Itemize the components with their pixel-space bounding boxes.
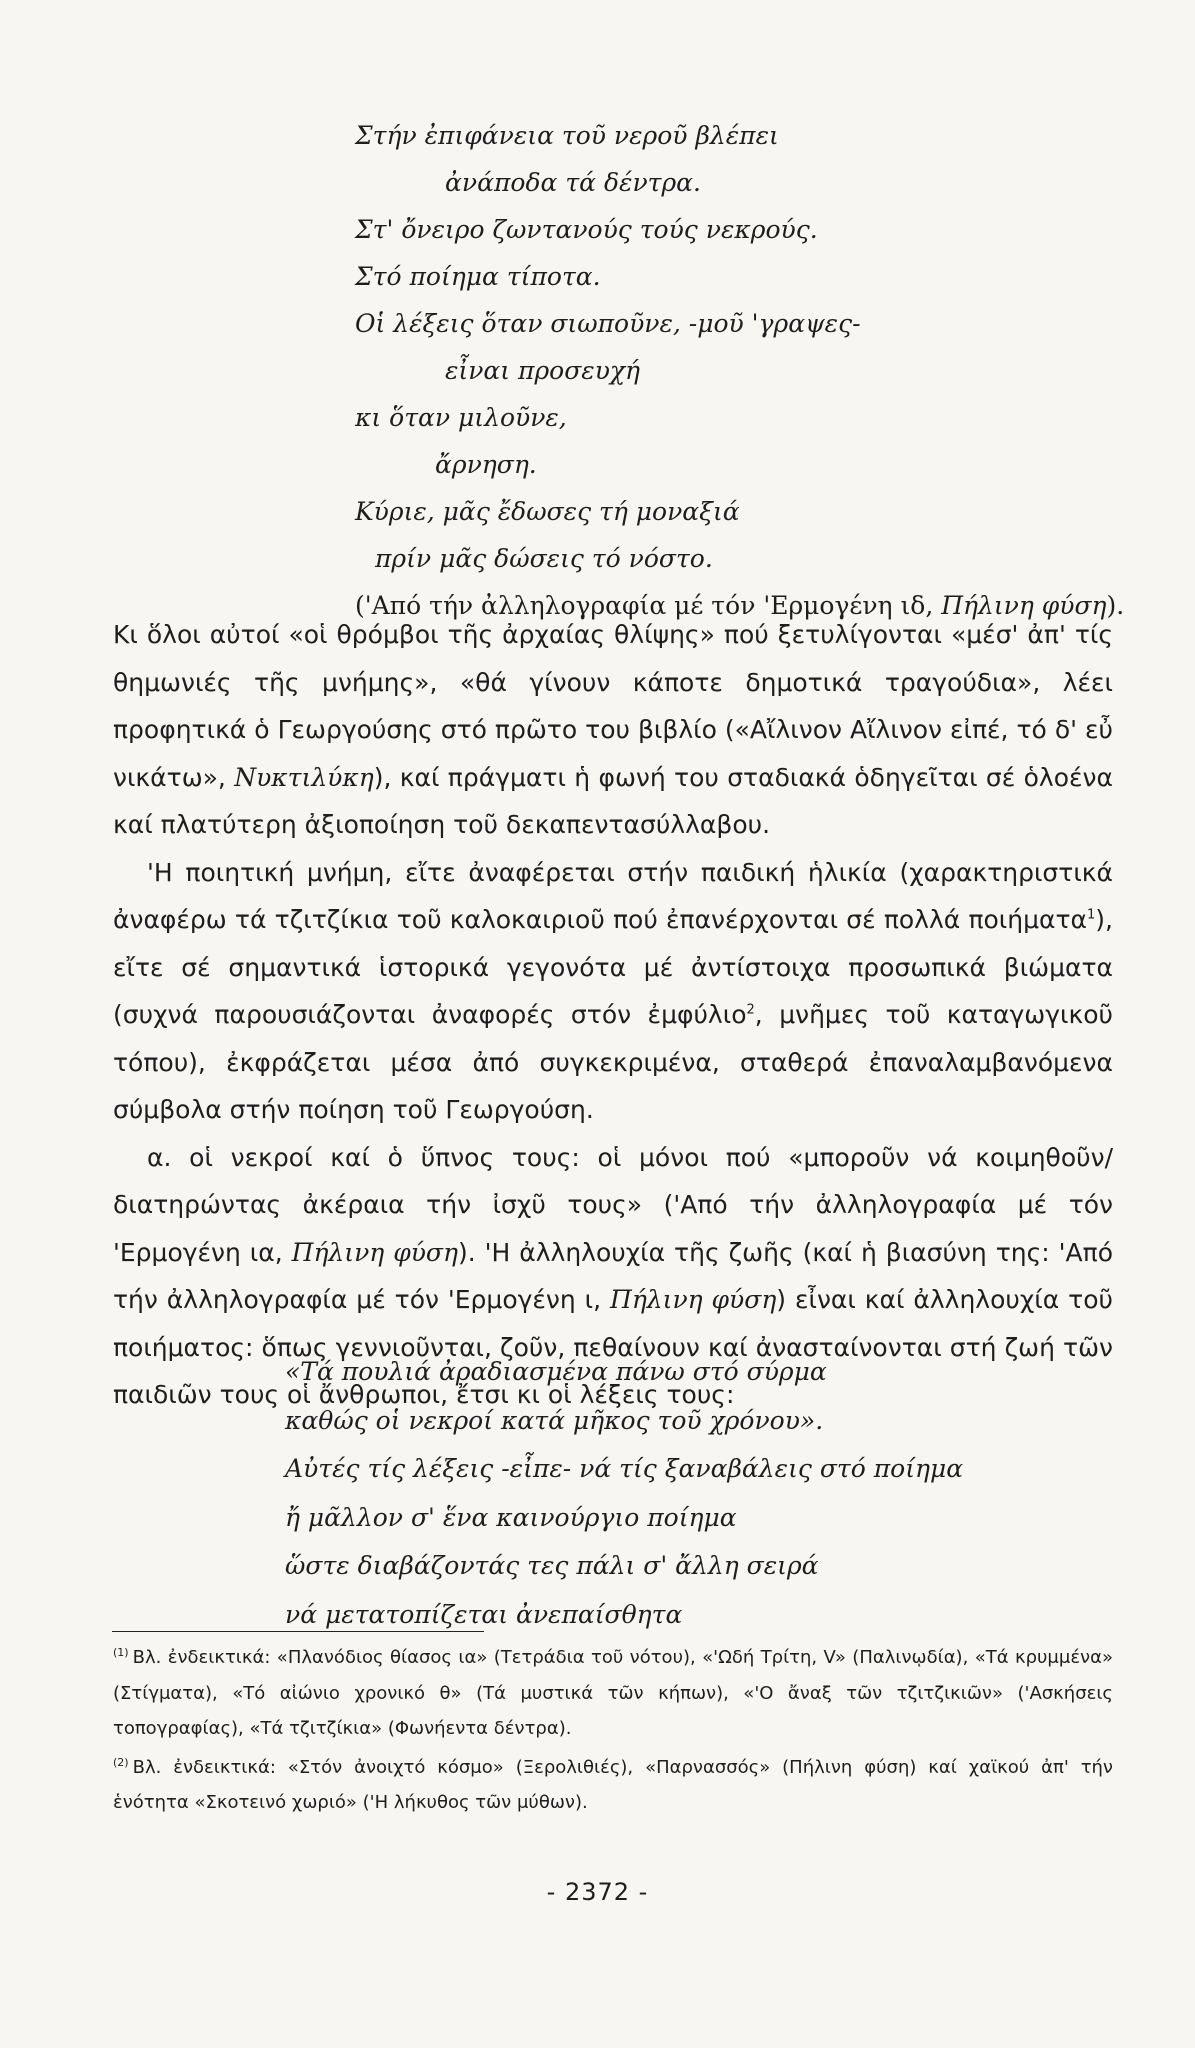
opening-poem bbox=[355, 112, 1155, 629]
poem-line: Οἱ λέξεις ὅταν σιωποῦνε, -μοῦ 'γραψες- bbox=[355, 309, 861, 338]
poem-line: ἤ μᾶλλον σ' ἕνα καινούργιο ποίημα bbox=[285, 1502, 737, 1532]
poem-line: «Τά πουλιά ἀραδιασμένα πάνω στό σύρμα bbox=[285, 1357, 827, 1386]
text-run: ), εἴτε σέ σημαντικά ἱστορικά γεγονότα μέ ἀντίστοιχα προσωπικά βιώματα (συχνά παρουσιάζονται ἀναφορές στόν ἐμφύλιο bbox=[113, 905, 1113, 1029]
poem-line: Στ' ὄνειρο ζωντανούς τούς νεκρούς. bbox=[355, 215, 818, 244]
poem-line: Στήν ἐπιφάνεια τοῦ νεροῦ βλέπει bbox=[355, 121, 779, 150]
poem-line: ὥστε διαβάζοντάς τες πάλι σ' ἄλλη σειρά bbox=[285, 1551, 819, 1580]
text-run: ). 'Η ἀλληλουχία τῆς ζωῆς (καί ἡ βιασύνη της: 'Από τήν ἀλληλογραφία μέ τόν 'Ερμογένη ι, bbox=[113, 1237, 1113, 1314]
footnote-text: Βλ. ἐνδεικτικά: «Στόν ἀνοιχτό κόσμο» (Ξερολιθιές), «Παρνασσός» (Πήλινη φύση) καί χαϊκού ἀπ' τήν ἑνότητα «Σκοτεινό χωριό» ('Η λήκυθος τῶν μύθων). bbox=[113, 1756, 1113, 1813]
footnotes bbox=[113, 1640, 1113, 1824]
text-run: 'Η ποιητική μνήμη, εἴτε ἀναφέρεται στήν παιδική ἡλικία (χαρακτηριστικά ἀναφέρω τά τζιτζίκια τοῦ καλοκαιριοῦ πού ἐπανέρχονται σέ πολλά ποιήματα bbox=[113, 857, 1113, 934]
footnote-text: Βλ. ἐνδεικτικά: «Πλανόδιος θίασος ια» (Τετράδια τοῦ νότου), «'Ωδή Τρίτη, V» (Παλινῳδία), «Τά κρυμμένα» (Στίγματα), «Τό αἰώνιο χρονικό θ» (Τά μυστικά τῶν κήπων), «'Ο ἄναξ τῶν τζιτζικιῶν» ('Ασκήσεις τοπογραφίας), «Τά τζιτζίκια» (Φωνήεντα δέντρα). bbox=[113, 1647, 1113, 1739]
paragraph-1 bbox=[113, 611, 1113, 849]
poem-line: νά μετατοπίζεται ἀνεπαίσθητα bbox=[285, 1599, 683, 1629]
book-title: Πήλινη φύση bbox=[610, 1285, 777, 1314]
poem-line: πρίν μᾶς δώσεις τό νόστο. bbox=[375, 544, 713, 573]
paragraph-2 bbox=[113, 849, 1113, 1134]
footnote-marker: 2 bbox=[746, 1002, 755, 1018]
book-title: Νυκτιλύκη bbox=[234, 762, 374, 792]
source-prefix: ('Από τήν ἀλληλογραφία μέ τόν 'Ερμογένη ιδ, bbox=[355, 591, 942, 620]
book-title: Πήλινη φύση bbox=[291, 1237, 458, 1267]
source-suffix: ). bbox=[1106, 591, 1125, 620]
footnote-ref: (2) bbox=[113, 1755, 129, 1769]
footnote-divider bbox=[112, 1631, 484, 1632]
text-run: Κι ὅλοι αὐτοί «οἱ θρόμβοι τῆς ἀρχαίας θλίψης» πού ξετυλίγονται «μέσ' ἀπ' τίς θημωνιές τῆς μνήμης», «θά γίνουν κάποτε δημοτικά τραγούδια», λέει προφητικά ὁ Γεωργούσης στό πρῶτο του βιβλίο («Αἴλινον Αἴλινον εἰπέ, τό δ' εὖ νικάτω», bbox=[113, 620, 1113, 792]
poem-line: καθώς οἱ νεκροί κατά μῆκος τοῦ χρόνου». bbox=[285, 1405, 824, 1435]
text-run: ), καί πράγματι ἡ φωνή του σταδιακά ὁδηγεῖται σέ ὁλοένα καί πλατύτερη ἀξιοποίηση τοῦ δεκαπεντασύλλαβου. bbox=[113, 762, 1113, 839]
poem-line: Αὐτές τίς λέξεις -εἶπε- νά τίς ξαναβάλεις στό ποίημα bbox=[285, 1454, 964, 1483]
footnote-ref: (1) bbox=[113, 1646, 129, 1659]
footnote-1 bbox=[113, 1640, 1113, 1747]
poem-line: κι ὅταν μιλοῦνε, bbox=[355, 403, 567, 432]
footnote-marker: 1 bbox=[1087, 907, 1096, 923]
body-text bbox=[113, 611, 1113, 1419]
poem-line: ἀνάποδα τά δέντρα. bbox=[445, 168, 702, 197]
poem-line: ἄρνηση. bbox=[435, 450, 537, 479]
poem-line: εἶναι προσευχή bbox=[445, 356, 641, 385]
page-number: - 2372 - bbox=[546, 1878, 649, 1906]
text-run: ) εἶναι καί ἀλληλουχία τοῦ ποιήματος: ὅπως γεννιοῦνται, ζοῦν, πεθαίνουν καί ἀνασταίνονται στή ζωή τῶν παιδιῶν τους οἱ ἄνθρωποι, ἔτσι κι οἱ λέξεις τους: bbox=[113, 1285, 1113, 1409]
poem-line: Στό ποίημα τίποτα. bbox=[355, 262, 601, 291]
footnote-2 bbox=[113, 1750, 1113, 1821]
text-run: α. οἱ νεκροί καί ὁ ὕπνος τους: οἱ μόνοι πού «μποροῦν νά κοιμηθοῦν/διατηρώντας ἀκέραια τήν ἰσχῦ τους» ('Από τήν ἀλληλογραφία μέ τόν 'Ερμογένη ια, bbox=[113, 1142, 1113, 1267]
quoted-poem bbox=[285, 1348, 1045, 1639]
source-title: Πήλινη φύση bbox=[941, 591, 1107, 620]
text-run: , μνῆμες τοῦ καταγωγικοῦ τόπου), ἐκφράζεται μέσα ἀπό συγκεκριμένα, σταθερά ἐπαναλαμβανόμενα σύμβολα στήν ποίηση τοῦ Γεωργούση. bbox=[113, 1000, 1113, 1124]
poem-line: Κύριε, μᾶς ἔδωσες τή μοναξιά bbox=[355, 497, 740, 526]
